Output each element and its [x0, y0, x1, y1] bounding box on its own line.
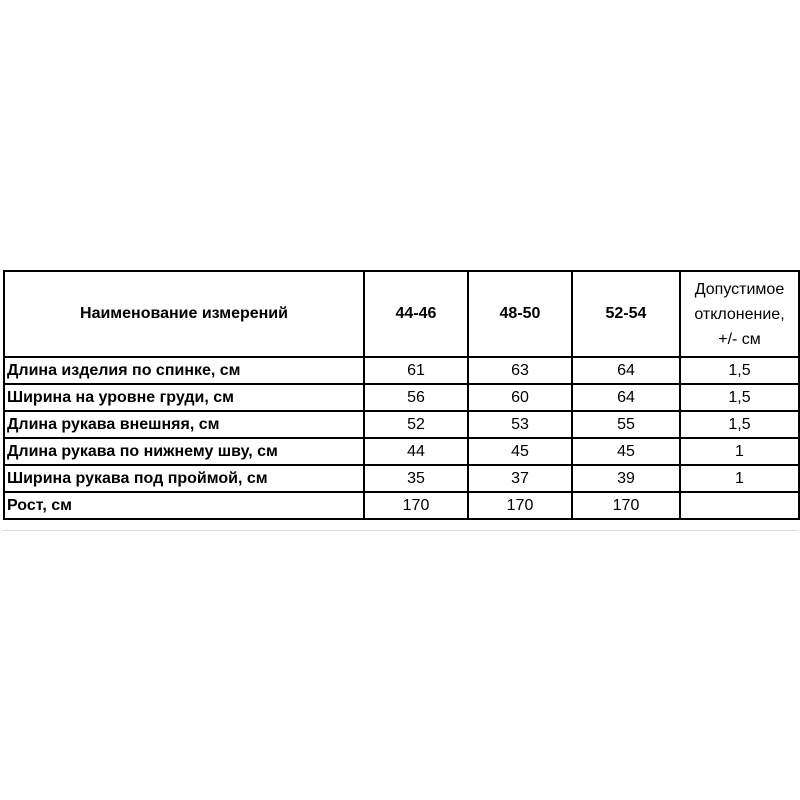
parameter-column-header: Наименование измерений: [4, 271, 364, 357]
measurement-name: Ширина на уровне груди, см: [4, 384, 364, 411]
tolerance-header-line: отклонение,: [694, 305, 785, 323]
size-column-header: 44-46: [364, 271, 468, 357]
table-row: [4, 465, 799, 492]
tolerance-value: 1,5: [680, 411, 799, 438]
measurement-value: 39: [572, 465, 680, 492]
measurement-value: 55: [572, 411, 680, 438]
table-row: [4, 411, 799, 438]
measurement-value: 45: [468, 438, 572, 465]
table-header: [4, 271, 799, 357]
measurement-value: 56: [364, 384, 468, 411]
measurement-value: 170: [572, 492, 680, 519]
size-column-header: 52-54: [572, 271, 680, 357]
tolerance-header-line: Допустимое: [694, 280, 785, 298]
measurement-value: 53: [468, 411, 572, 438]
size-chart-table: [3, 270, 800, 520]
measurement-name: Длина рукава по нижнему шву, см: [4, 438, 364, 465]
measurement-name: Ширина рукава под проймой, см: [4, 465, 364, 492]
sheet-gridline: [3, 530, 798, 531]
measurement-name: Длина изделия по спинке, см: [4, 357, 364, 384]
tolerance-value: 1: [680, 465, 799, 492]
table-body: [4, 357, 799, 519]
measurement-value: 170: [364, 492, 468, 519]
table-row: [4, 492, 799, 519]
measurement-value: 60: [468, 384, 572, 411]
tolerance-value: [680, 492, 799, 519]
measurement-name: Длина рукава внешняя, см: [4, 411, 364, 438]
table-row: [4, 438, 799, 465]
size-column-header: 48-50: [468, 271, 572, 357]
measurement-value: 64: [572, 357, 680, 384]
table-row: [4, 384, 799, 411]
tolerance-value: 1,5: [680, 384, 799, 411]
measurement-value: 61: [364, 357, 468, 384]
tolerance-column-header: [680, 271, 799, 357]
measurement-name: Рост, см: [4, 492, 364, 519]
measurement-value: 45: [572, 438, 680, 465]
tolerance-header-line: +/- см: [718, 330, 761, 348]
tolerance-value: 1: [680, 438, 799, 465]
measurement-value: 170: [468, 492, 572, 519]
measurement-value: 35: [364, 465, 468, 492]
measurement-value: 63: [468, 357, 572, 384]
measurement-value: 52: [364, 411, 468, 438]
measurement-value: 44: [364, 438, 468, 465]
measurement-value: 64: [572, 384, 680, 411]
header-row: [4, 271, 799, 357]
tolerance-value: 1,5: [680, 357, 799, 384]
table-row: [4, 357, 799, 384]
measurement-value: 37: [468, 465, 572, 492]
